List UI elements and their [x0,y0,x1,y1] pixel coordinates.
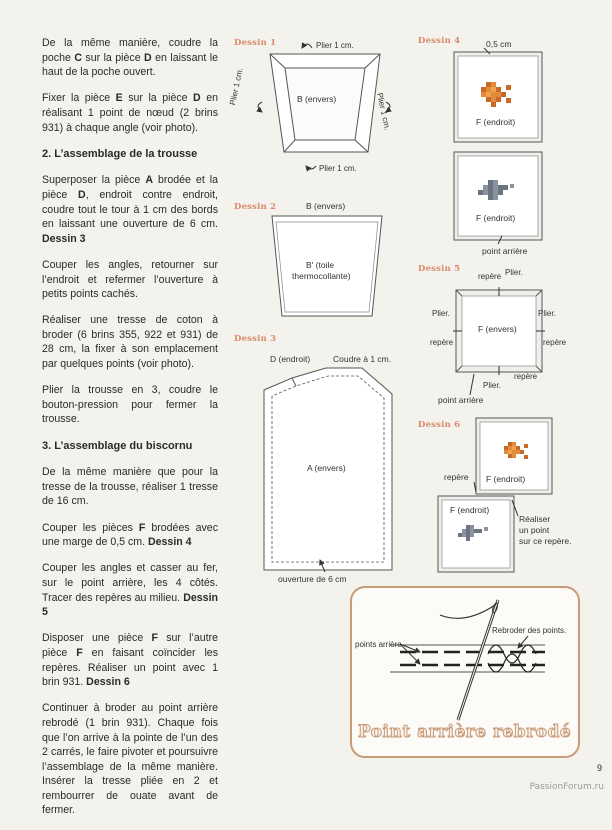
dessin-6-note-1: Réaliser [519,514,551,524]
backstitch-pointer-5 [470,374,474,395]
dessin-3-opening-label: ouverture de 6 cm [278,574,347,584]
dessin-1-title: Dessin 1 [234,38,277,48]
dessin-5-fold-bottom: Plier. [483,381,501,390]
stitch-title: Point arrière rebrodé [357,722,572,742]
dessin-5-title: Dessin 5 [418,264,461,274]
dessin-6-note-2: un point [519,525,550,535]
paragraph-9: Couper les angles et casser au fer, sur le point arrière, les 4 côtés. Tracer des repères au milieu. Dessin 5 [42,562,218,619]
dessin-3-seam-label: Coudre à 1 cm. [333,354,392,364]
dessin-3-d-label: D (endroit) [270,354,311,364]
paragraph-5: Réaliser une tresse de coton à broder (6 brins 355, 922 et 931) de 28 cm, la fixer à son emplacement par quelques points (voir photo). [42,314,218,371]
paragraph-1: De la même manière, coudre la poche C sur la pièce D en laissant le haut de la poche ouvert. [42,37,218,79]
dessin-2-top-label: B (envers) [306,201,346,211]
dessin-4-f1: F (endroit) [476,117,516,127]
dessin-6-note-3: sur ce repère. [519,536,572,546]
dessin-5-fold-top: Plier. [505,268,523,277]
watermark: PassionForum.ru [529,782,604,792]
fold-arrow-top [302,44,312,48]
paragraph-6: Plier la trousse en 3, coudre le bouton-pression pour fermer la trousse. [42,384,218,426]
dessin-2-piece-line1: B' (toile [306,260,335,270]
dessin-5-fold-right: Plier. [538,309,556,318]
stitch-backstitch-label: points arrière [355,640,402,649]
fold-arrow-bottom [306,166,316,169]
dessin-5-fold-left: Plier. [432,309,450,318]
dessin-6-f2: F (endroit) [450,505,490,515]
paragraph-3: Superposer la pièce A brodée et la pièce D, endroit contre endroit, coudre tout le tour à 1 cm des bords en laissant une ouverture de 6 cm. Dessin 3 [42,174,218,245]
dessin-6-f1: F (endroit) [486,474,526,484]
dessin-1-fold-top: Plier 1 cm. [316,41,354,50]
dessin-3-title: Dessin 3 [234,334,277,344]
dessin-4-backstitch: point arrière [482,246,528,256]
fold-arrow-left [258,102,262,112]
dessin-2-title: Dessin 2 [234,202,277,212]
section-heading-3: 3. L’assemblage du biscornu [42,439,193,452]
dessin-5-piece: F (envers) [478,324,517,334]
dessin-5-backstitch: point arrière [438,395,484,405]
dessin-1-piece: B (envers) [297,94,337,104]
paragraph-2: Fixer la pièce E sur la pièce D en réalisant 1 point de nœud (2 brins 931) à chaque angle (voir photo). [42,92,218,134]
page-number: 9 [596,763,602,773]
dessin-2-piece-line2: thermocollante) [292,271,351,281]
dessin-1-fold-right: Plier 1 cm. [375,92,392,131]
dessin-4-margin: 0,5 cm [486,39,512,49]
dessin-3-piece: A (envers) [307,463,346,473]
dessin-5-repere-left: repère [430,338,454,347]
dessin-1-fold-bottom: Plier 1 cm. [319,164,357,173]
section-heading-2: 2. L’assemblage de la trousse [42,147,198,160]
dessin-6-repere: repère [444,472,469,482]
stitch-rebroder-label: Rebroder des points. [492,626,567,635]
paragraph-8: Couper les pièces F brodées avec une marge de 0,5 cm. Dessin 4 [42,521,218,549]
dessin-5-repere-right: repère [543,338,567,347]
paragraph-10: Disposer une pièce F sur l’autre pièce F en faisant coïncider les repères. Réaliser un point avec 1 brin 931. Dessin 6 [42,632,218,689]
paragraph-11: Continuer à broder au point arrière rebrodé (1 brin 931). Chaque fois que l’on arrive à la pointe de l’un des 2 carrés, le faire pivoter et poursuivre l’assemblage de la même manière. Insérer la tresse pliée en 2 et rembourrer de ouate avant de fermer. [42,702,218,817]
paragraph-7: De la même manière que pour la tresse de la trousse, réaliser 1 tresse de 16 cm. [42,466,218,508]
paragraph-4: Couper les angles, retourner sur l’endroit et refermer l’ouverture à petits points cachés. [42,258,218,301]
dessin-1-fold-left: Plier 1 cm. [228,67,245,106]
dessin-6-title: Dessin 6 [418,420,461,430]
dessin-5-repere-top: repère [478,272,502,281]
dessin-4-title: Dessin 4 [418,36,461,46]
dessin-5-repere-bottom: repère [514,372,538,381]
dessin-4-f2: F (endroit) [476,213,516,223]
